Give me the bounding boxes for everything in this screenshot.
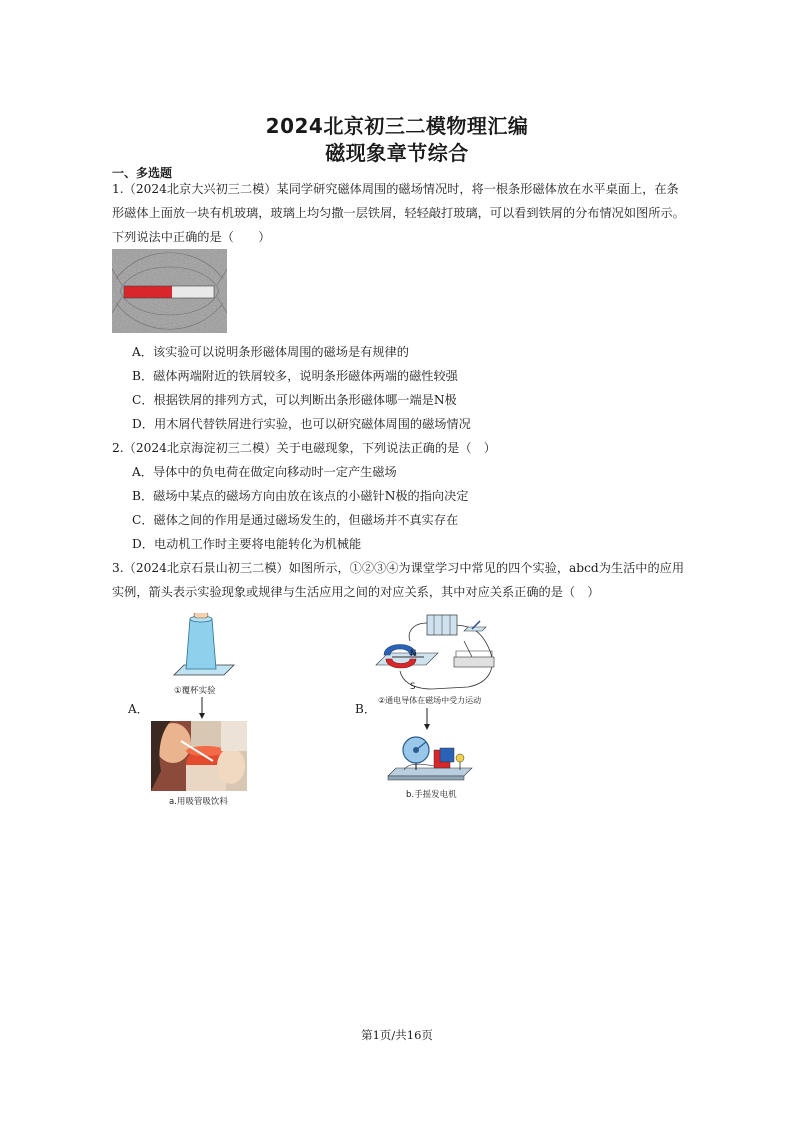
- q1-option-c: C．根据铁屑的排列方式，可以判断出条形磁体哪一端是N极: [132, 393, 457, 407]
- arrow-down-a-icon: [199, 697, 205, 719]
- iron-filings-photo: [112, 249, 227, 333]
- q2-option-c: C．磁体之间的作用是通过磁场发生的，但磁场并不真实存在: [132, 513, 459, 527]
- q1-option-b: B．磁体两端附近的铁屑较多，说明条形磁体两端的磁性较强: [132, 369, 458, 383]
- caption-straw-drink: a.用吸管吸饮料: [169, 797, 228, 807]
- caption-current-in-field: ②通电导体在磁场中受力运动: [378, 696, 482, 705]
- current-in-magnetic-field-diagram: [372, 611, 502, 693]
- q3-option-b-label: B．: [355, 702, 376, 716]
- q2-stem: 2.（2024北京海淀初三二模）关于电磁现象，下列说法正确的是（ ）: [112, 441, 496, 455]
- q1-stem-line3: 下列说法中正确的是（ ）: [112, 230, 271, 244]
- magnet-south-label: S: [410, 682, 416, 692]
- q3-option-a-label: A．: [128, 702, 149, 716]
- q1-stem-line1: 1.（2024北京大兴初三二模）某同学研究磁体周围的磁场情况时，将一根条形磁体放在水平桌面上，在条: [112, 182, 679, 196]
- cup-experiment-diagram: [168, 613, 238, 683]
- page-title: 2024北京初三二模物理汇编: [265, 114, 529, 138]
- q3-stem-line2: 实例，箭头表示实验现象或规律与生活应用之间的对应关系，其中对应关系正确的是（ ）: [112, 585, 600, 599]
- q2-option-d: D．电动机工作时主要将电能转化为机械能: [132, 537, 362, 551]
- caption-cup-experiment: ①覆杯实验: [174, 686, 216, 696]
- q1-option-d: D．用木屑代替铁屑进行实验，也可以研究磁体周围的磁场情况: [132, 417, 471, 431]
- arrow-down-b-icon: [424, 708, 430, 730]
- q1-stem-line2: 形磁体上面放一块有机玻璃，玻璃上均匀撒一层铁屑，轻轻敲打玻璃，可以看到铁屑的分布情况如图所示。: [112, 206, 685, 220]
- hand-crank-generator-diagram: [384, 730, 474, 784]
- magnet-north-label: N: [410, 649, 417, 659]
- page-subtitle: 磁现象章节综合: [325, 141, 469, 165]
- q2-option-a: A．导体中的负电荷在做定向移动时一定产生磁场: [132, 465, 397, 479]
- caption-hand-crank-generator: b.手摇发电机: [406, 790, 457, 800]
- section-heading: 一、多选题: [112, 166, 173, 180]
- page-number: 第1页/共16页: [361, 1028, 433, 1042]
- straw-drink-photo: [151, 721, 247, 791]
- q1-option-a: A．该实验可以说明条形磁体周围的磁场是有规律的: [132, 345, 409, 359]
- q3-stem-line1: 3.（2024北京石景山初三二模）如图所示，①②③④为课堂学习中常见的四个实验，abcd为生活中的应用: [112, 561, 685, 575]
- q2-option-b: B．磁场中某点的磁场方向由放在该点的小磁针N极的指向决定: [132, 489, 469, 503]
